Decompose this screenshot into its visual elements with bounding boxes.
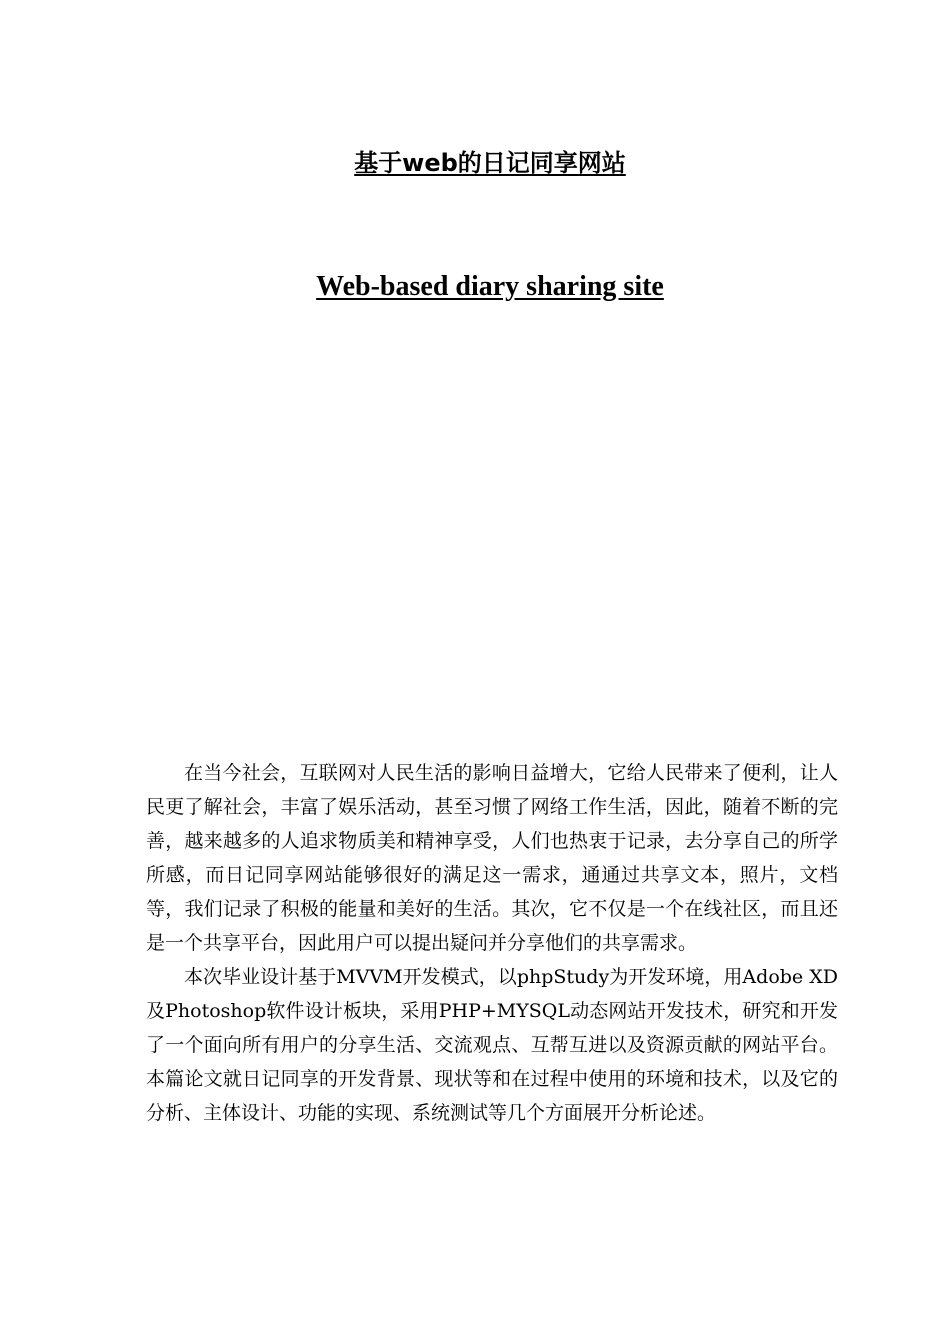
english-title-text: Web-based diary sharing site (316, 271, 664, 302)
abstract-body (146, 756, 838, 1130)
chinese-title (0, 146, 950, 180)
chinese-title-text: 基于web的日记同享网站 (354, 149, 626, 177)
english-title (0, 268, 950, 306)
abstract-paragraph-1: 在当今社会，互联网对人民生活的影响日益增大，它给人民带来了便利，让人民更了解社会，丰富了娱乐活动，甚至习惯了网络工作生活，因此，随着不断的完善，越来越多的人追求物质美和精神享受，人们也热衷于记录，去分享自己的所学所感，而日记同享网站能够很好的满足这一需求，通通过共享文本，照片，文档等，我们记录了积极的能量和美好的生活。其次，它不仅是一个在线社区，而且还是一个共享平台，因此用户可以提出疑问并分享他们的共享需求。 (146, 762, 838, 954)
abstract-paragraph-2: 本次毕业设计基于MVVM开发模式，以phpStudy为开发环境，用Adobe XD及Photoshop软件设计板块，采用PHP+MYSQL动态网站开发技术，研究和开发了一个面向所有用户的分享生活、交流观点、互帮互进以及资源贡献的网站平台。本篇论文就日记同享的开发背景、现状等和在过程中使用的环境和技术，以及它的分析、主体设计、功能的实现、系统测试等几个方面展开分析论述。 (146, 966, 838, 1124)
